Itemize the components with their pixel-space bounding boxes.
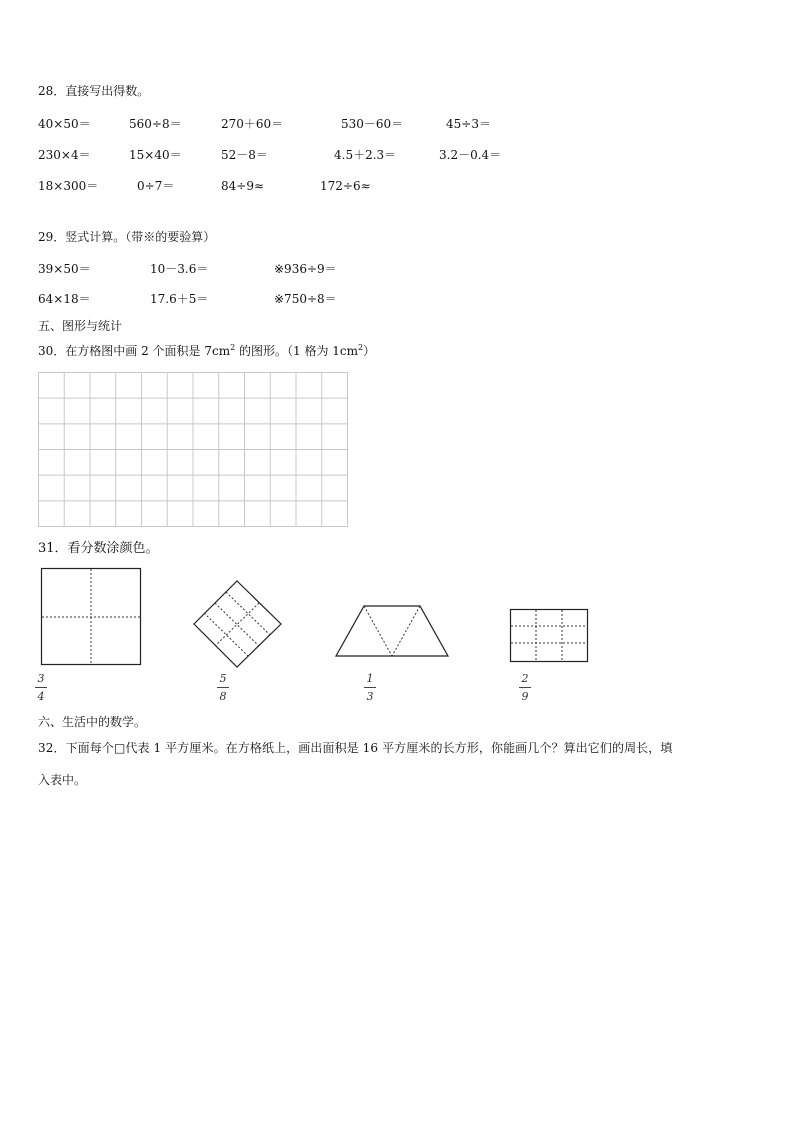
fraction-label bbox=[518, 672, 532, 703]
fraction-denominator: 9 bbox=[521, 690, 529, 703]
calc-item: 84÷9≈ bbox=[221, 179, 265, 193]
calc-item: 3.2－0.4＝ bbox=[439, 148, 502, 162]
fraction-numerator: 1 bbox=[366, 672, 374, 685]
q29-title: 29．竖式计算。（带※的要验算） bbox=[38, 230, 216, 244]
fraction-label bbox=[363, 672, 377, 703]
calc-item: 45÷3＝ bbox=[446, 117, 491, 131]
q30-title: 30．在方格图中画 2 个面积是 $7cm^2$ 的图形。（1 格为 $1cm^2$） bbox=[38, 343, 376, 358]
fraction-numerator: 2 bbox=[521, 672, 529, 685]
square-quarters-figure[interactable] bbox=[0, 560, 160, 670]
section-5-heading: 五、图形与统计 bbox=[38, 319, 123, 333]
trapezoid-thirds-figure[interactable] bbox=[330, 600, 455, 662]
fraction-label bbox=[34, 672, 48, 703]
q31-title: 31．看分数涂颜色。 bbox=[38, 541, 159, 556]
rectangle-ninths-figure[interactable] bbox=[505, 604, 595, 666]
vertical-calc-item: 10－3.6＝ bbox=[150, 262, 209, 276]
calc-item: 172÷6≈ bbox=[320, 179, 371, 193]
vertical-calc-item: 17.6＋5＝ bbox=[150, 292, 209, 306]
q32-text-line-1: 32．下面每个□代表 1 平方厘米。在方格纸上，画出面积是 16 平方厘米的长方形，你能画几个？算出它们的周长，填 bbox=[38, 741, 673, 755]
diamond-eighths-figure[interactable] bbox=[190, 575, 290, 670]
fraction-denominator: 4 bbox=[37, 690, 45, 703]
calc-item: 530－60＝ bbox=[341, 117, 404, 131]
vertical-calc-item: ※750÷8＝ bbox=[274, 292, 337, 306]
q28-title: 28．直接写出得数。 bbox=[38, 84, 150, 98]
fraction-denominator: 8 bbox=[219, 690, 227, 703]
vertical-calc-item: 39×50＝ bbox=[38, 262, 91, 276]
fraction-label bbox=[216, 672, 230, 703]
calc-item: 15×40＝ bbox=[129, 148, 182, 162]
vertical-calc-item: 64×18＝ bbox=[38, 292, 91, 306]
square-grid[interactable] bbox=[38, 372, 348, 527]
calc-item: 230×4＝ bbox=[38, 148, 91, 162]
calc-item: 270＋60＝ bbox=[221, 117, 284, 131]
calc-item: 18×300＝ bbox=[38, 179, 99, 193]
calc-item: 0÷7＝ bbox=[137, 179, 175, 193]
calc-item: 52－8＝ bbox=[221, 148, 268, 162]
fraction-numerator: 3 bbox=[37, 672, 45, 685]
fraction-denominator: 3 bbox=[366, 690, 374, 703]
calc-item: 560÷8＝ bbox=[129, 117, 182, 131]
fraction-numerator: 5 bbox=[219, 672, 227, 685]
section-6-heading: 六、生活中的数学。 bbox=[38, 715, 147, 729]
vertical-calc-item: ※936÷9＝ bbox=[274, 262, 337, 276]
calc-item: 40×50＝ bbox=[38, 117, 91, 131]
q32-text-line-2: 入表中。 bbox=[38, 773, 87, 787]
calc-item: 4.5＋2.3＝ bbox=[334, 148, 397, 162]
